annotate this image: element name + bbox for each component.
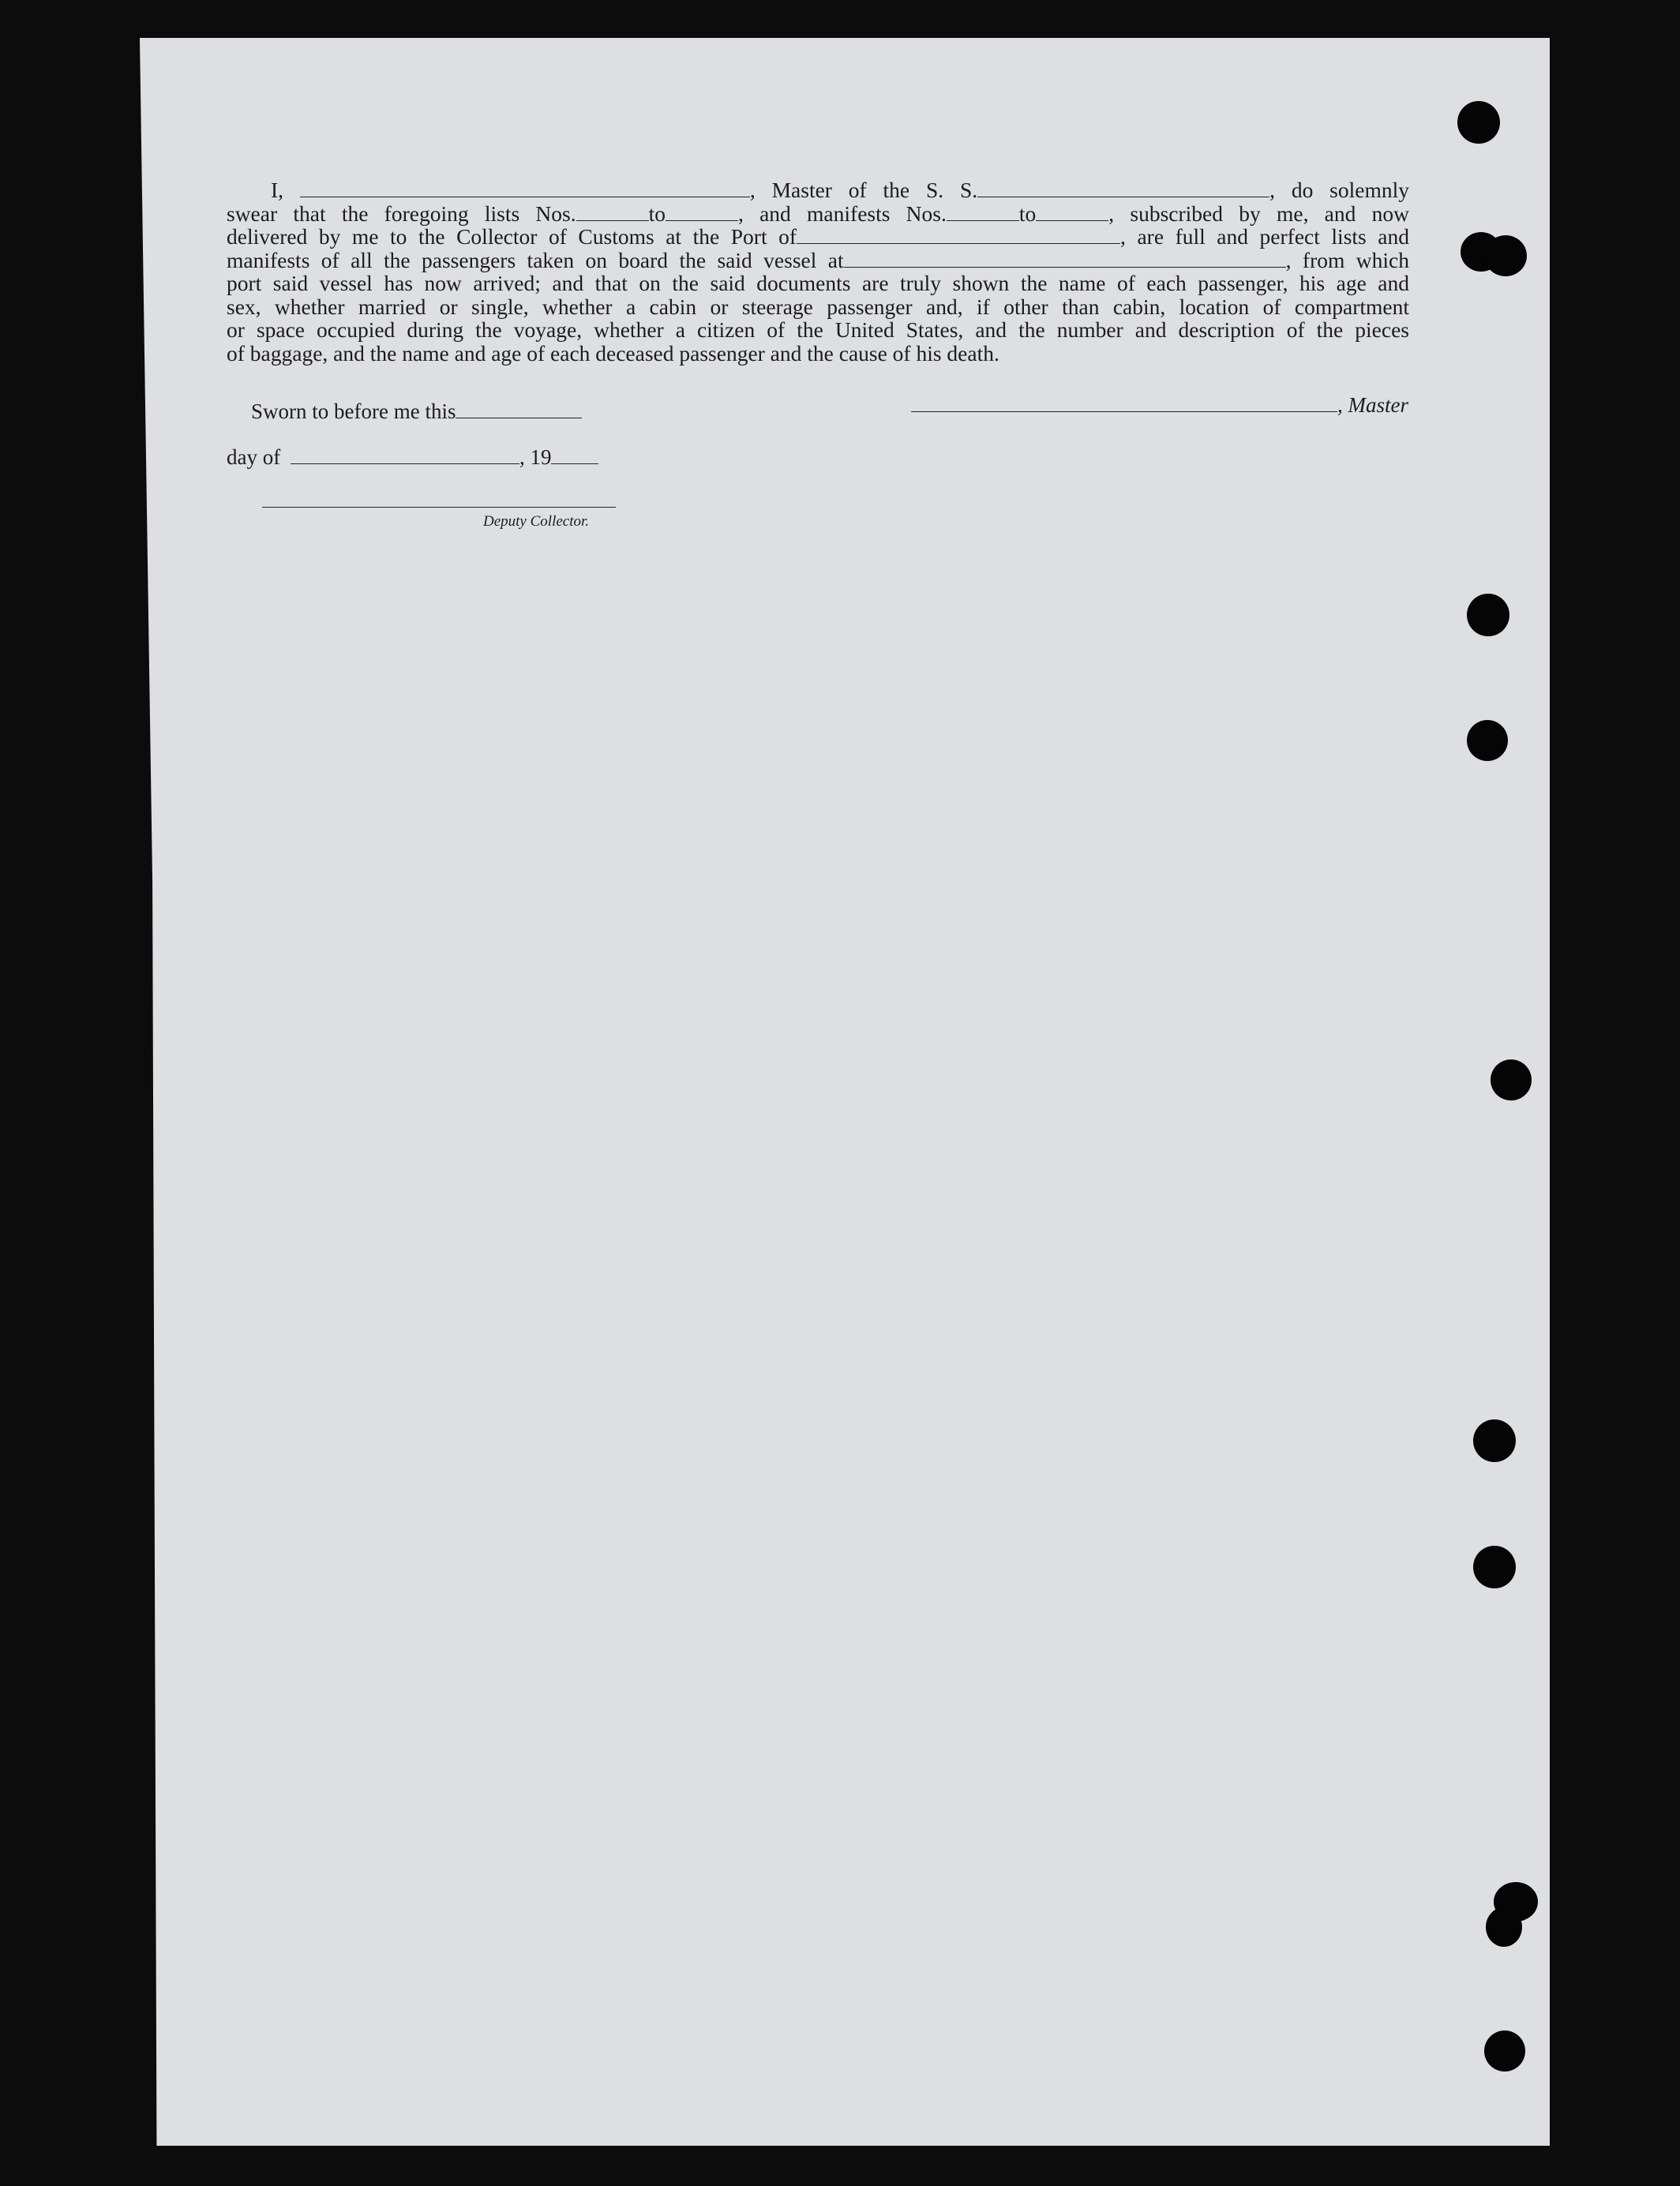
oath-text: to [648, 201, 666, 226]
oath-text: , from which [1285, 247, 1409, 272]
oath-text: , are full and perfect lists and [1120, 224, 1409, 249]
vessel-name-blank [977, 196, 1269, 197]
oath-text: to [1018, 201, 1037, 226]
oath-line-2 [227, 202, 1409, 226]
oath-line-6 [227, 295, 1409, 319]
year-prefix-text: , 19 [519, 445, 552, 469]
binder-hole [1484, 235, 1527, 276]
master-signature-line [911, 393, 1408, 418]
oath-text: swear that the foregoing lists Nos. [227, 201, 576, 226]
manifest-to-blank [1036, 219, 1108, 221]
oath-text: port said vessel has now arrived; and that on the said documents are truly shown the name of each passenger, his age and [227, 271, 1409, 295]
binder-hole [1473, 1546, 1516, 1588]
oath-text: manifests of all the passengers taken on board the said vessel at [227, 247, 844, 272]
oath-text: or space occupied during the voyage, whether a citizen of the United States, and the number and description of the pieces [227, 317, 1409, 342]
oath-text: , subscribed by me, and now [1108, 201, 1409, 226]
oath-line-8 [227, 342, 1409, 366]
manifest-from-blank [947, 219, 1019, 221]
oath-text: , do solemnly [1269, 178, 1409, 202]
day-of-text: day of [227, 445, 281, 469]
sworn-text: Sworn to before me this [251, 399, 456, 423]
oath-text: , and manifests Nos. [737, 201, 947, 226]
binder-hole [1457, 101, 1500, 144]
deputy-collector-label: Deputy Collector. [483, 513, 590, 530]
sworn-date-blank [456, 417, 582, 418]
master-label: , Master [1337, 393, 1408, 417]
binder-hole [1473, 1419, 1516, 1462]
binder-hole [1484, 2030, 1525, 2072]
month-blank [291, 463, 519, 464]
master-signature-blank [911, 411, 1337, 412]
year-blank [551, 463, 598, 464]
binder-hole [1467, 594, 1509, 636]
binder-hole [1467, 720, 1508, 761]
list-to-blank [666, 219, 738, 221]
embark-port-blank [844, 266, 1286, 268]
oath-line-7 [227, 318, 1409, 342]
oath-line-1 [227, 178, 1409, 202]
list-from-blank [576, 219, 649, 221]
oath-text: I, [271, 178, 284, 202]
port-blank [797, 242, 1120, 244]
oath-text: , Master of the S. S. [749, 178, 978, 202]
oath-text: delivered by me to the Collector of Customs at the Port of [227, 224, 797, 249]
master-oath-paragraph [227, 178, 1409, 365]
oath-text: of baggage, and the name and age of each deceased passenger and the cause of his death. [227, 340, 999, 366]
binder-hole [1491, 1059, 1532, 1100]
oath-line-4 [227, 249, 1409, 272]
oath-line-5 [227, 272, 1409, 295]
deputy-signature-blank [262, 507, 616, 508]
sworn-label [251, 399, 582, 424]
master-name-blank [300, 196, 750, 197]
binder-hole [1486, 1907, 1522, 1947]
oath-text: sex, whether married or single, whether a cabin or steerage passenger and, if other than cabin, location of compartment [227, 294, 1409, 319]
day-of-line [227, 445, 598, 470]
oath-line-3 [227, 225, 1409, 249]
